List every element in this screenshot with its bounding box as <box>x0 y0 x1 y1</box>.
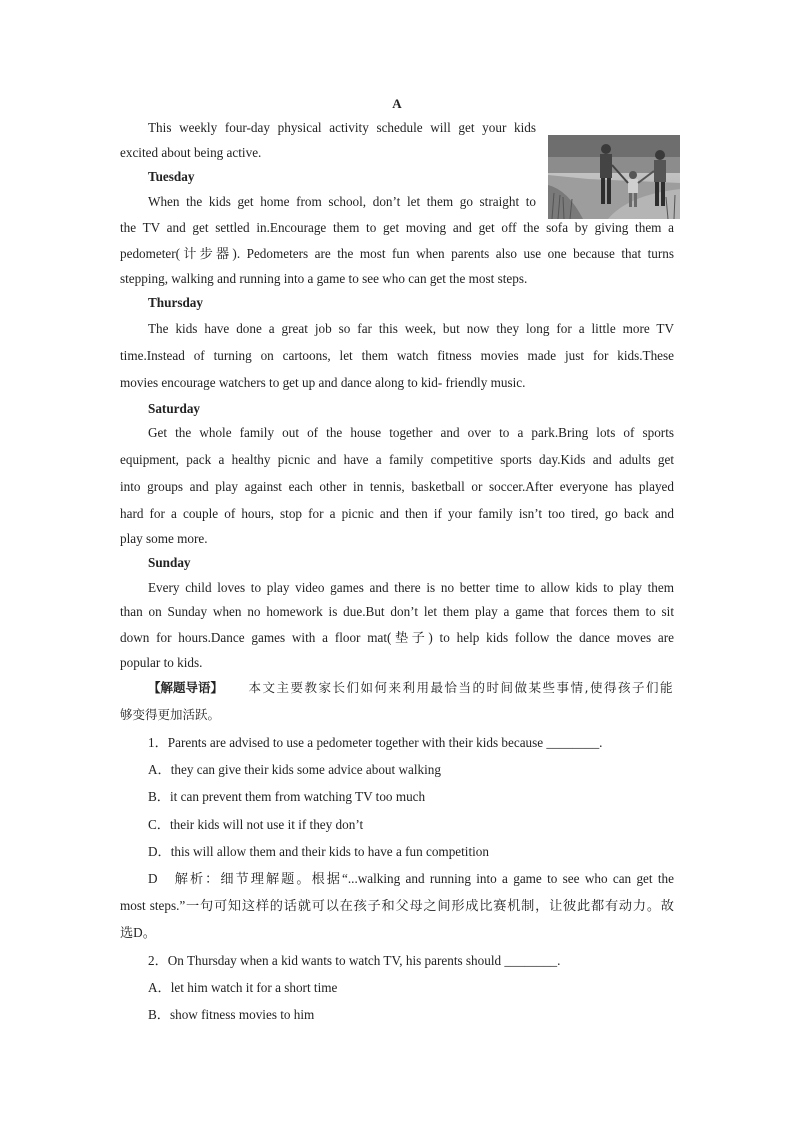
saturday-line-3: into groups and play against each other in tennis, basketball or soccer.After everyone has played <box>120 479 674 494</box>
guide-line-2: 够变得更加活跃。 <box>120 707 221 722</box>
intro-line-1: This weekly four-day physical activity schedule will get your kids <box>148 120 536 135</box>
saturday-heading: Saturday <box>148 401 201 416</box>
q1-option-b: B．it can prevent them from watching TV too much <box>148 789 426 804</box>
thursday-line-3: movies encourage watchers to get up and dance along to kid- friendly music. <box>120 375 526 390</box>
tuesday-line-3: pedometer(计步器). Pedometers are the most fun when parents also use one because that turns <box>120 246 674 261</box>
guide-text-1: 本文主要教家长们如何来利用最恰当的时间做某些事情,使得孩子们能 <box>248 680 674 695</box>
saturday-line-4: hard for a couple of hours, stop for a picnic and then if your family isn’t too tired, go back and <box>120 506 674 521</box>
saturday-line-1: Get the whole family out of the house together and over to a park.Bring lots of sports <box>148 425 674 440</box>
intro-line-2: excited about being active. <box>120 145 262 160</box>
q1-answer-line-1: D 解析：细节理解题。根据“...walking and running into a game to see who can get the <box>148 871 674 886</box>
section-title: A <box>392 96 402 111</box>
tuesday-line-4: stepping, walking and running into a game to see who can get the most steps. <box>120 271 528 286</box>
sunday-line-1: Every child loves to play video games and there is no better time to allow kids to play them <box>148 580 674 595</box>
q2-option-b: B．show fitness movies to him <box>148 1007 315 1022</box>
saturday-line-5: play some more. <box>120 531 208 546</box>
q1-option-d: D．this will allow them and their kids to have a fun competition <box>148 844 489 859</box>
tuesday-line-2: the TV and get settled in.Encourage them to get moving and get off the sofa by giving them a <box>120 220 674 235</box>
guide-line-1 <box>148 680 674 696</box>
thursday-heading: Thursday <box>148 295 203 310</box>
q2-option-a: A．let him watch it for a short time <box>148 980 338 995</box>
q1-option-a: A．they can give their kids some advice about walking <box>148 762 441 777</box>
tuesday-line-1: When the kids get home from school, don’t let them go straight to <box>148 194 536 209</box>
thursday-line-2: time.Instead of turning on cartoons, let them watch fitness movies made just for kids.These <box>120 348 674 363</box>
sunday-line-3: down for hours.Dance games with a floor mat(垫子) to help kids follow the dance moves are <box>120 630 674 645</box>
sunday-line-2: than on Sunday when no homework is due.But don’t let them play a game that forces them to sit <box>120 604 674 619</box>
guide-label: 【解题导语】 <box>148 680 224 695</box>
tuesday-heading: Tuesday <box>148 169 195 184</box>
q1-stem: 1．Parents are advised to use a pedometer together with their kids because ________. <box>148 735 603 750</box>
sunday-heading: Sunday <box>148 555 191 570</box>
q1-answer-line-3: 选D。 <box>120 925 156 940</box>
thursday-line-1: The kids have done a great job so far this week, but now they long for a little more TV <box>148 321 674 336</box>
q1-answer-line-2: most steps.”一句可知这样的话就可以在孩子和父母之间形成比赛机制，让彼此都有动力。故 <box>120 898 674 913</box>
saturday-line-2: equipment, pack a healthy picnic and have a family competitive sports day.Kids and adults get <box>120 452 674 467</box>
q2-stem: 2．On Thursday when a kid wants to watch TV, his parents should ________. <box>148 953 561 968</box>
q1-option-c: C．their kids will not use it if they don’t <box>148 817 364 832</box>
sunday-line-4: popular to kids. <box>120 655 203 670</box>
